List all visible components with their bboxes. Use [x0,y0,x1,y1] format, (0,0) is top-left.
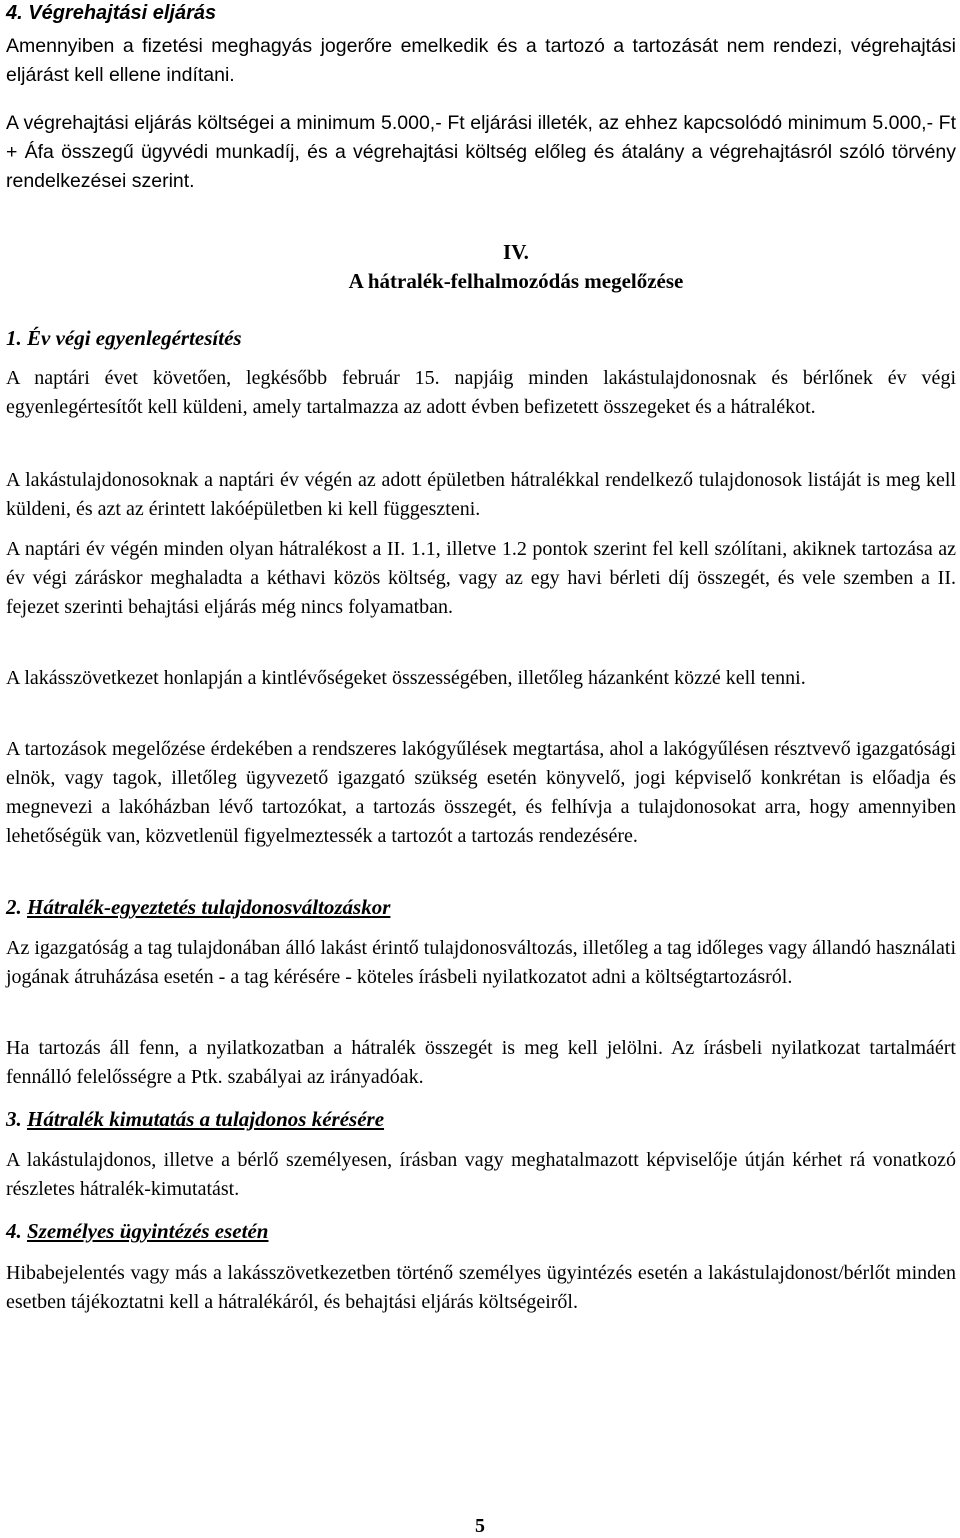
paragraph: Az igazgatóság a tag tulajdonában álló lakást érintő tulajdonosváltozás, illetőleg a tag időleges vagy állandó használati jogának átruházása esetén - a tag kérésére - köteles írásbeli nyilatkozatot adni a költségtartozásról. [6,937,956,988]
paragraph: Amennyiben a fizetési meghagyás jogerőre emelkedik és a tartozó a tartozását nem rendezi, végrehajtási eljárást kell ellene indítani. [6,35,956,86]
subsection-number: 3. [6,1107,22,1131]
subsection-heading: 1. Év végi egyenlegértesítés [6,326,242,350]
subsection-heading [6,894,956,920]
paragraph: Hibabejelentés vagy más a lakásszövetkezetben történő személyes ügyintézés esetén a lakástulajdonost/bérlőt minden esetben tájékoztatni kell a hátralékáról, és behajtási eljárás költségeiről. [6,1262,956,1313]
chapter-title: A hátralék-felhalmozódás megelőzése [348,269,684,293]
paragraph: Ha tartozás áll fenn, a nyilatkozatban a hátralék összegét is meg kell jelölni. Az írásbeli nyilatkozat tartalmáért fennálló felelősségre a Ptk. szabályai az irányadóak. [6,1037,956,1088]
paragraph: A lakástulajdonosoknak a naptári év végén az adott épületben hátralékkal rendelkező tulajdonosok listáját is meg kell küldeni, és azt az érintett lakóépületben ki kell függeszteni. [6,469,956,520]
paragraph: A lakástulajdonos, illetve a bérlő személyesen, írásban vagy meghatalmazott képviselője útján kérhet rá vonatkozó részletes hátralék-kimutatást. [6,1149,956,1200]
subsection-title: Hátralék-egyeztetés tulajdonosváltozáskor [27,895,391,919]
paragraph: A naptári év végén minden olyan hátralékost a II. 1.1, illetve 1.2 pontok szerint fel kell szólítani, akiknek tartozása az év végi záráskor meghaladta a kéthavi közös költség, vagy az egy havi bérleti díj összegét, és vele szemben a II. fejezet szerinti behajtási eljárás még nincs folyamatban. [6,538,956,618]
paragraph: A naptári évet követően, legkésőbb február 15. napjáig minden lakástulajdonosnak és bérlőnek év végi egyenlegértesítőt kell küldeni, amely tartalmazza az adott évben befizetett összegeket és a hátralékot. [6,367,956,418]
paragraph: A tartozások megelőzése érdekében a rendszeres lakógyűlések megtartása, ahol a lakógyűlésen résztvevő igazgatósági elnök, vagy tagok, illetőleg ügyvezető igazgató szükség esetén könyvelő, jogi képviselő konkrétan is előadja és megnevezi a lakóházban lévő tartozókat, a tartozás összegét, és felhívja a tulajdonosokat arra, hogy amennyiben lehetőségük van, közvetlenül figyelmeztessék a tartozót a tartozás rendezésére. [6,738,956,847]
page-number: 5 [475,1515,485,1537]
chapter-number: IV. [503,240,529,264]
subsection-number: 4. [6,1219,22,1243]
section-heading: 4. Végrehajtási eljárás [6,2,217,24]
subsection-number: 2. [6,895,22,919]
paragraph: A lakásszövetkezet honlapján a kintlévőségeket összességében, illetőleg házanként közzé kell tenni. [6,667,806,689]
paragraph: A végrehajtási eljárás költségei a minimum 5.000,- Ft eljárási illeték, az ehhez kapcsolódó minimum 5.000,- Ft + Áfa összegű ügyvédi munkadíj, és a végrehajtási költség előleg és átalány a végrehajtásról szóló törvény rendelkezései szerint. [6,112,956,192]
subsection-title: Hátralék kimutatás a tulajdonos kérésére [27,1107,385,1131]
subsection-title: Személyes ügyintézés esetén [27,1219,269,1243]
subsection-heading [6,1106,956,1132]
subsection-heading [6,1218,956,1244]
